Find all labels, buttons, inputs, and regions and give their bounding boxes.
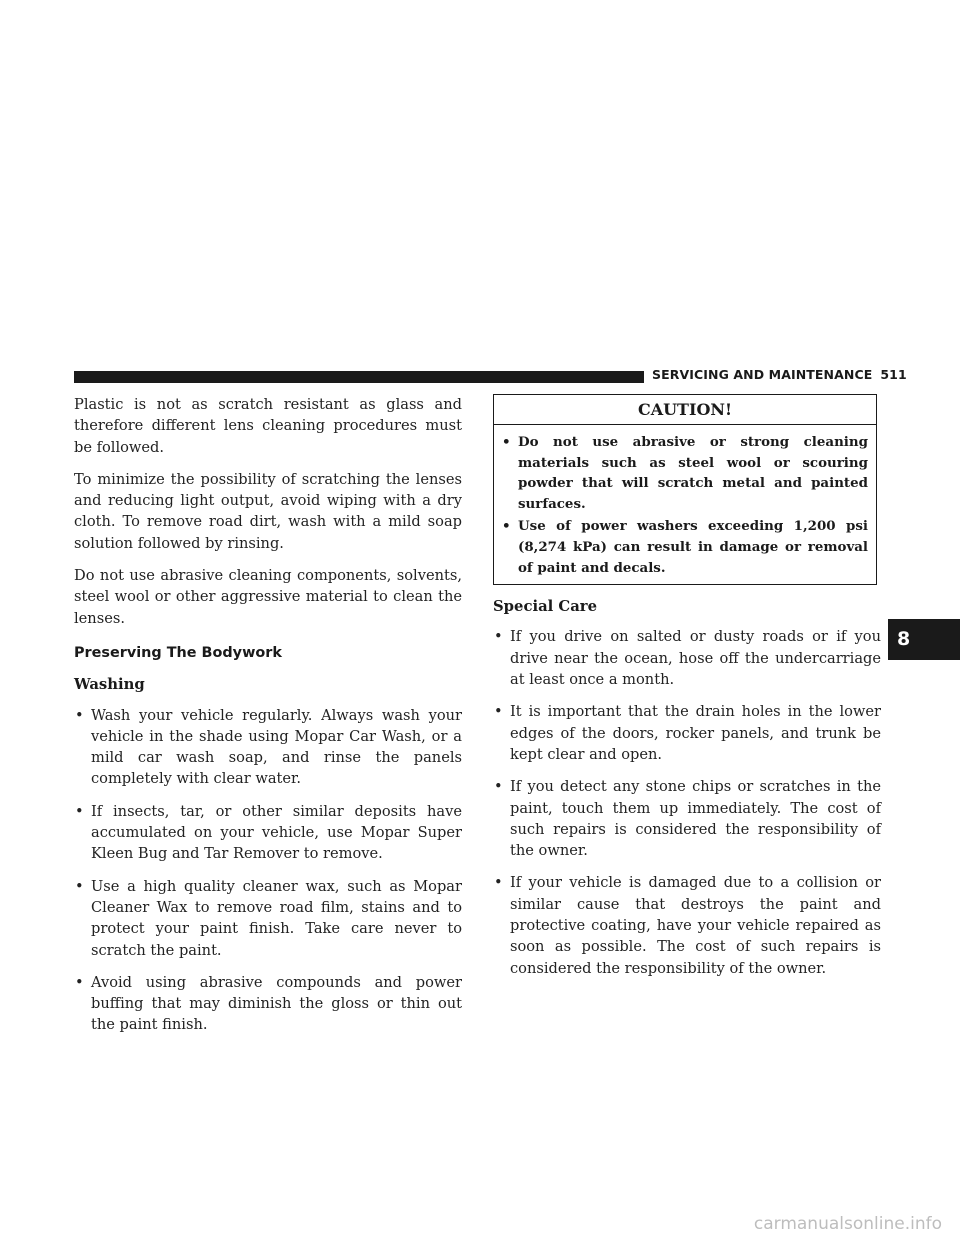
bullet-icon: • bbox=[75, 973, 84, 991]
bullet-icon: • bbox=[494, 628, 503, 646]
list-item bbox=[493, 872, 881, 978]
section-heading-bodywork: Preserving The Bodywork bbox=[74, 644, 282, 661]
paragraph-lens-plastic: Plastic is not as scratch resistant as glass and therefore different lens cleaning procedures must be followed. bbox=[74, 396, 462, 456]
list-item-text: Use a high quality cleaner wax, such as Mopar Cleaner Wax to remove road film, stains and to protect your paint finish. Take care never to scratch the paint. bbox=[91, 877, 462, 959]
caution-box bbox=[493, 394, 877, 585]
caution-list bbox=[494, 425, 876, 584]
list-item bbox=[493, 626, 881, 690]
bullet-icon: • bbox=[75, 802, 84, 820]
paragraph-lens-scratch: To minimize the possibility of scratching the lenses and reducing light output, avoid wiping with a dry cloth. To remove road dirt, wash with a mild soap solution followed by rinsing. bbox=[74, 470, 462, 552]
bullet-icon: • bbox=[75, 877, 84, 895]
page-number: 511 bbox=[880, 367, 907, 382]
chapter-tab: 8 bbox=[888, 619, 960, 660]
bullet-icon: • bbox=[502, 518, 511, 535]
list-item-text: Avoid using abrasive compounds and power buffing that may diminish the gloss or thin out the paint finish. bbox=[91, 973, 462, 1034]
list-item bbox=[493, 776, 881, 861]
list-item-text: It is important that the drain holes in the lower edges of the doors, rocker panels, and trunk be kept clear and open. bbox=[510, 703, 881, 763]
bullet-icon: • bbox=[494, 874, 503, 892]
subsection-heading-special-care: Special Care bbox=[493, 598, 598, 616]
caution-item-text: Do not use abrasive or strong cleaning materials such as steel wool or scouring powder that will scratch metal and painted surfaces. bbox=[518, 434, 868, 512]
list-item-text: If insects, tar, or other similar deposits have accumulated on your vehicle, use Mopar Super Kleen Bug and Tar Remover to remove. bbox=[91, 802, 462, 863]
running-header bbox=[652, 367, 907, 382]
left-column bbox=[74, 394, 462, 1047]
subsection-heading-washing: Washing bbox=[74, 676, 145, 694]
list-item bbox=[74, 876, 462, 961]
list-item bbox=[74, 705, 462, 790]
list-item bbox=[493, 701, 881, 765]
bullet-icon: • bbox=[502, 434, 511, 450]
list-item-text: Wash your vehicle regularly. Always wash your vehicle in the shade using Mopar Car Wash, or a mild car wash soap, and rinse the panels completely with clear water. bbox=[91, 706, 462, 788]
special-care-list bbox=[493, 626, 881, 978]
watermark-text: carmanualsonline.info bbox=[753, 1214, 942, 1234]
header-rule bbox=[74, 371, 644, 383]
caution-item bbox=[502, 432, 868, 514]
list-item-text: If your vehicle is damaged due to a collision or similar cause that destroys the paint and protective coating, have your vehicle repaired as soon as possible. The cost of such repairs is considered the responsibility of the owner. bbox=[510, 874, 881, 977]
paragraph-lens-abrasive: Do not use abrasive cleaning components, solvents, steel wool or other aggressive material to clean the lenses. bbox=[74, 567, 462, 627]
list-item bbox=[74, 801, 462, 865]
washing-list bbox=[74, 705, 462, 1036]
bullet-icon: • bbox=[75, 706, 84, 724]
caution-title: CAUTION! bbox=[494, 395, 876, 425]
list-item-text: If you detect any stone chips or scratches in the paint, touch them up immediately. The cost of such repairs is considered the responsibility of the owner. bbox=[510, 778, 881, 860]
right-column bbox=[493, 394, 881, 990]
section-title: SERVICING AND MAINTENANCE bbox=[652, 367, 873, 382]
bullet-icon: • bbox=[494, 778, 503, 796]
list-item-text: If you drive on salted or dusty roads or if you drive near the ocean, hose off the undercarriage at least once a month. bbox=[510, 628, 881, 689]
list-item bbox=[74, 972, 462, 1036]
bullet-icon: • bbox=[494, 703, 503, 721]
caution-item bbox=[502, 516, 868, 578]
caution-item-text: Use of power washers exceeding 1,200 psi (8,274 kPa) can result in damage or removal of paint and decals. bbox=[518, 518, 868, 576]
